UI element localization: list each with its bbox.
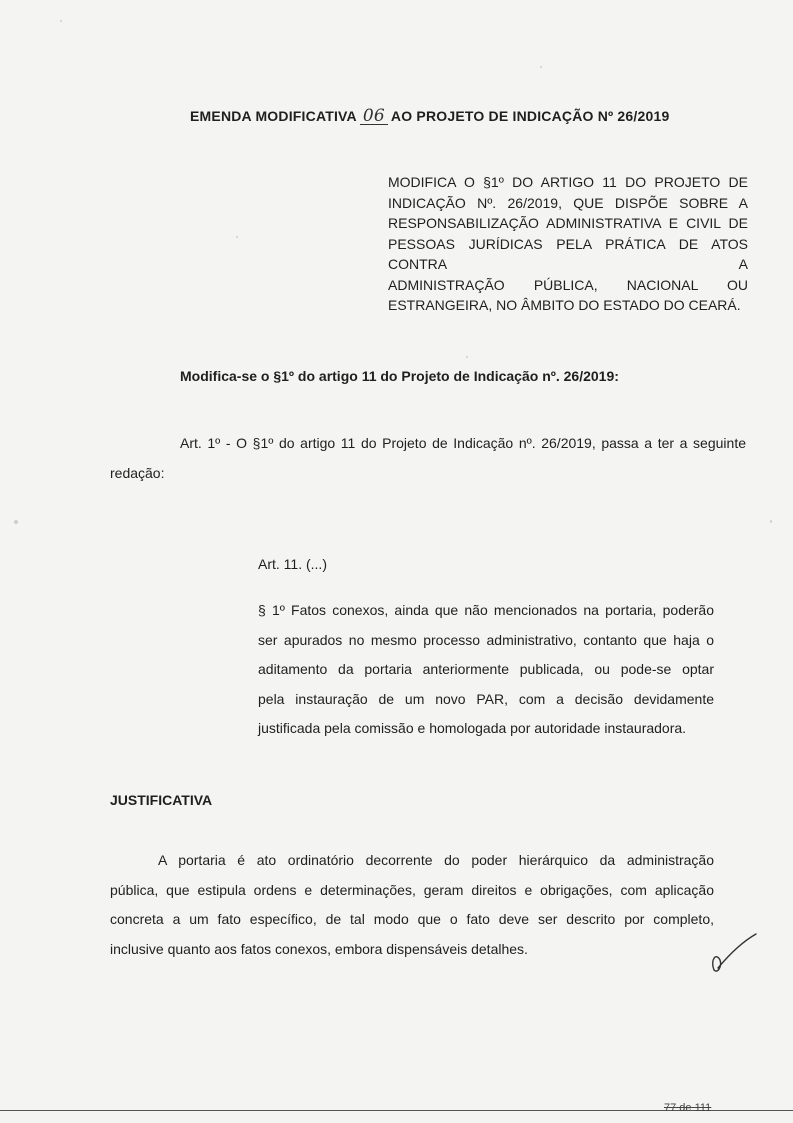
document-title — [190, 108, 690, 125]
ementa-line: MODIFICA O §1º DO ARTIGO 11 DO PROJETO DE — [388, 174, 748, 190]
page-number: 77 de 111 — [664, 1102, 712, 1114]
ementa-line: ADMINISTRAÇÃO PÚBLICA, NACIONAL OU — [388, 276, 748, 293]
paragraph-1-line: aditamento da portaria anteriormente publicada, ou pode-se optar — [258, 661, 714, 677]
justificativa-line: concreta a um fato específico, de tal modo que o fato deve ser descrito por completo, — [110, 911, 714, 927]
scan-speck — [236, 236, 238, 238]
modifica-heading: Modifica-se o §1º do artigo 11 do Projeto de Indicação nº. 26/2019: — [180, 368, 619, 384]
ementa-line: PESSOAS JURÍDICAS PELA PRÁTICA DE ATOS CONTRA A — [388, 235, 748, 272]
paragraph-1 — [258, 596, 714, 744]
amendment-number: 06 — [360, 108, 388, 125]
scan-speck — [14, 520, 18, 524]
ementa-line: ESTRANGEIRA, NO ÂMBITO DO ESTADO DO CEARÁ. — [388, 297, 741, 313]
ementa-line: RESPONSABILIZAÇÃO ADMINISTRATIVA E CIVIL DE — [388, 215, 748, 231]
title-prefix: EMENDA MODIFICATIVA — [190, 108, 357, 124]
article-1 — [110, 428, 746, 488]
ementa-line: INDICAÇÃO Nº. 26/2019, QUE DISPÕE SOBRE A — [388, 194, 748, 211]
title-suffix: AO PROJETO DE INDICAÇÃO Nº 26/2019 — [390, 108, 670, 124]
handwritten-rubric — [702, 930, 762, 980]
ementa-block — [388, 172, 748, 316]
paragraph-1-line: ser apurados no mesmo processo administrativo, contanto que haja o — [258, 631, 714, 648]
justificativa-line: pública, que estipula ordens e determinações, geram direitos e obrigações, com aplicação — [110, 881, 714, 898]
justificativa-line: inclusive quanto aos fatos conexos, embora dispensáveis detalhes. — [110, 940, 528, 957]
scan-speck — [770, 520, 772, 523]
paragraph-1-line: justificada pela comissão e homologada por autoridade instauradora. — [258, 720, 687, 736]
paragraph-1-line: § 1º Fatos conexos, ainda que não mencionados na portaria, poderão — [258, 602, 714, 618]
justificativa-line: A portaria é ato ordinatório decorrente do poder hierárquico da administração — [158, 852, 714, 868]
article-1-line: redação: — [110, 465, 165, 481]
article-11-heading: Art. 11. (...) — [258, 556, 327, 572]
justificativa-heading: JUSTIFICATIVA — [110, 792, 213, 808]
scan-speck — [466, 356, 468, 358]
article-1-line: Art. 1º - O §1º do artigo 11 do Projeto de Indicação nº. 26/2019, passa a ter a seguinte — [180, 435, 746, 451]
scan-speck — [540, 66, 542, 68]
justificativa-body — [110, 846, 714, 964]
paragraph-1-line: pela instauração de um novo PAR, com a decisão devidamente — [258, 690, 714, 707]
scan-speck — [60, 20, 62, 22]
